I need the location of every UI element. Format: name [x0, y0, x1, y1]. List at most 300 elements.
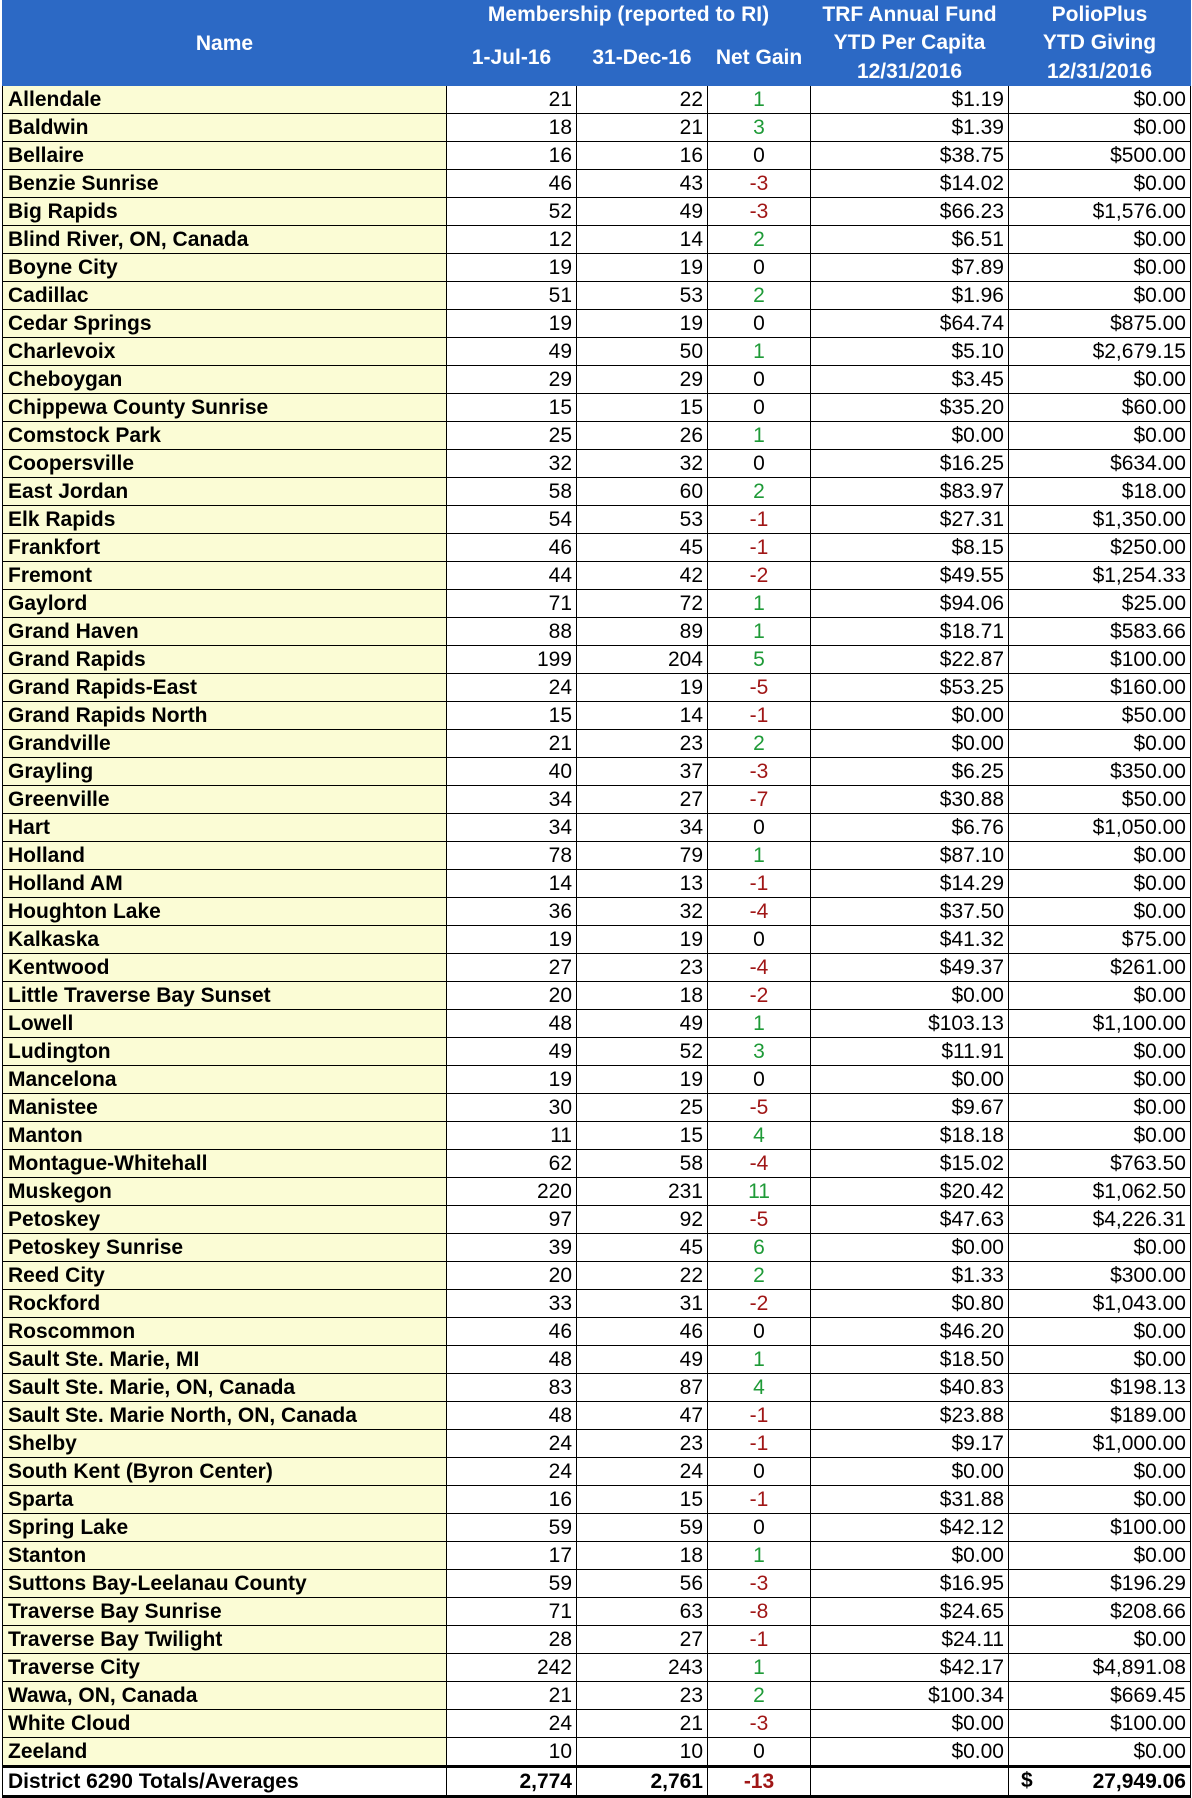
club-name: Houghton Lake: [3, 898, 447, 926]
membership-dec: 25: [577, 1094, 708, 1122]
membership-jul: 44: [447, 562, 577, 590]
club-name: Blind River, ON, Canada: [3, 226, 447, 254]
club-name: Charlevoix: [3, 338, 447, 366]
club-name: Traverse Bay Twilight: [3, 1626, 447, 1654]
membership-dec: 27: [577, 786, 708, 814]
polioplus-giving: $0.00: [1009, 282, 1191, 310]
trf-per-capita: $23.88: [811, 1402, 1009, 1430]
net-gain: -3: [708, 1710, 811, 1738]
membership-dec: 18: [577, 1542, 708, 1570]
polioplus-giving: $1,100.00: [1009, 1010, 1191, 1038]
net-gain: 0: [708, 394, 811, 422]
net-gain: 0: [708, 1318, 811, 1346]
trf-per-capita: $53.25: [811, 674, 1009, 702]
net-gain: 2: [708, 1682, 811, 1710]
table-row: [3, 562, 1191, 590]
table-row: [3, 1682, 1191, 1710]
club-name: Grand Rapids: [3, 646, 447, 674]
polioplus-giving: $300.00: [1009, 1262, 1191, 1290]
membership-dec: 53: [577, 282, 708, 310]
membership-dec: 59: [577, 1514, 708, 1542]
membership-jul: 29: [447, 366, 577, 394]
trf-per-capita: $16.25: [811, 450, 1009, 478]
membership-jul: 48: [447, 1346, 577, 1374]
club-name: Grand Rapids-East: [3, 674, 447, 702]
trf-per-capita: $14.02: [811, 170, 1009, 198]
polioplus-giving: $0.00: [1009, 1234, 1191, 1262]
polioplus-giving: $0.00: [1009, 226, 1191, 254]
membership-jul: 28: [447, 1626, 577, 1654]
membership-jul: 11: [447, 1122, 577, 1150]
trf-per-capita: $49.55: [811, 562, 1009, 590]
header-dec: 31-Dec-16: [577, 29, 708, 86]
trf-per-capita: $0.00: [811, 1710, 1009, 1738]
membership-dec: 42: [577, 562, 708, 590]
polioplus-giving: $75.00: [1009, 926, 1191, 954]
membership-dec: 60: [577, 478, 708, 506]
membership-jul: 17: [447, 1542, 577, 1570]
membership-jul: 18: [447, 114, 577, 142]
membership-dec: 15: [577, 1122, 708, 1150]
club-name: Manton: [3, 1122, 447, 1150]
polioplus-giving: $198.13: [1009, 1374, 1191, 1402]
trf-per-capita: $46.20: [811, 1318, 1009, 1346]
polioplus-giving: $25.00: [1009, 590, 1191, 618]
polioplus-giving: $0.00: [1009, 1066, 1191, 1094]
net-gain: 4: [708, 1122, 811, 1150]
totals-polio: [1009, 1767, 1191, 1797]
membership-dec: 22: [577, 1262, 708, 1290]
table-row: [3, 786, 1191, 814]
club-name: Traverse City: [3, 1654, 447, 1682]
membership-dec: 21: [577, 1710, 708, 1738]
membership-jul: 15: [447, 394, 577, 422]
trf-per-capita: $0.80: [811, 1290, 1009, 1318]
net-gain: 3: [708, 1038, 811, 1066]
trf-per-capita: $100.34: [811, 1682, 1009, 1710]
polioplus-giving: $18.00: [1009, 478, 1191, 506]
table-row: [3, 1458, 1191, 1486]
trf-per-capita: $11.91: [811, 1038, 1009, 1066]
membership-dec: 14: [577, 702, 708, 730]
table-row: [3, 814, 1191, 842]
trf-per-capita: $22.87: [811, 646, 1009, 674]
trf-per-capita: $103.13: [811, 1010, 1009, 1038]
club-name: Manistee: [3, 1094, 447, 1122]
membership-jul: 19: [447, 310, 577, 338]
membership-jul: 58: [447, 478, 577, 506]
net-gain: 1: [708, 86, 811, 114]
net-gain: -1: [708, 506, 811, 534]
trf-per-capita: $1.96: [811, 282, 1009, 310]
trf-per-capita: $83.97: [811, 478, 1009, 506]
membership-jul: 48: [447, 1010, 577, 1038]
membership-jul: 54: [447, 506, 577, 534]
polioplus-giving: $0.00: [1009, 254, 1191, 282]
membership-dec: 47: [577, 1402, 708, 1430]
club-name: Sault Ste. Marie North, ON, Canada: [3, 1402, 447, 1430]
club-name: Montague-Whitehall: [3, 1150, 447, 1178]
table-row: [3, 1542, 1191, 1570]
net-gain: -3: [708, 170, 811, 198]
net-gain: -4: [708, 1150, 811, 1178]
membership-jul: 78: [447, 842, 577, 870]
polioplus-giving: $250.00: [1009, 534, 1191, 562]
membership-dec: 19: [577, 310, 708, 338]
membership-dec: 19: [577, 254, 708, 282]
net-gain: 1: [708, 618, 811, 646]
membership-jul: 34: [447, 786, 577, 814]
table-row: [3, 1262, 1191, 1290]
club-name: Chippewa County Sunrise: [3, 394, 447, 422]
membership-jul: 27: [447, 954, 577, 982]
membership-jul: 24: [447, 674, 577, 702]
membership-dec: 45: [577, 534, 708, 562]
trf-per-capita: $0.00: [811, 1234, 1009, 1262]
membership-jul: 19: [447, 926, 577, 954]
net-gain: 6: [708, 1234, 811, 1262]
net-gain: 0: [708, 310, 811, 338]
membership-jul: 40: [447, 758, 577, 786]
header-trf-line2: YTD Per Capita: [811, 29, 1009, 57]
membership-jul: 49: [447, 338, 577, 366]
polioplus-giving: $189.00: [1009, 1402, 1191, 1430]
membership-jul: 199: [447, 646, 577, 674]
trf-per-capita: $0.00: [811, 1066, 1009, 1094]
club-name: Stanton: [3, 1542, 447, 1570]
membership-jul: 14: [447, 870, 577, 898]
polioplus-giving: $100.00: [1009, 1710, 1191, 1738]
club-name: Petoskey: [3, 1206, 447, 1234]
membership-dec: 52: [577, 1038, 708, 1066]
net-gain: -1: [708, 870, 811, 898]
net-gain: -3: [708, 198, 811, 226]
table-row: [3, 1010, 1191, 1038]
totals-trf: [811, 1767, 1009, 1797]
polioplus-giving: $160.00: [1009, 674, 1191, 702]
membership-dec: 23: [577, 730, 708, 758]
table-row: [3, 394, 1191, 422]
membership-jul: 24: [447, 1710, 577, 1738]
trf-per-capita: $42.17: [811, 1654, 1009, 1682]
net-gain: 2: [708, 226, 811, 254]
net-gain: 3: [708, 114, 811, 142]
polioplus-giving: $0.00: [1009, 170, 1191, 198]
table-header: [3, 1, 1191, 86]
table-row: [3, 1346, 1191, 1374]
header-trf-line3: 12/31/2016: [811, 57, 1009, 86]
polioplus-giving: $0.00: [1009, 1346, 1191, 1374]
table-row: [3, 1486, 1191, 1514]
membership-jul: 25: [447, 422, 577, 450]
table-row: [3, 310, 1191, 338]
membership-dec: 49: [577, 198, 708, 226]
net-gain: -1: [708, 1430, 811, 1458]
membership-jul: 52: [447, 198, 577, 226]
polioplus-giving: $350.00: [1009, 758, 1191, 786]
net-gain: 0: [708, 450, 811, 478]
table-row: [3, 1570, 1191, 1598]
net-gain: 2: [708, 282, 811, 310]
club-name: Bellaire: [3, 142, 447, 170]
totals-section: [3, 1767, 1191, 1797]
table-row: [3, 1374, 1191, 1402]
club-name: Wawa, ON, Canada: [3, 1682, 447, 1710]
polioplus-giving: $0.00: [1009, 1486, 1191, 1514]
totals-row: [3, 1767, 1191, 1797]
table-row: [3, 1066, 1191, 1094]
club-name: White Cloud: [3, 1710, 447, 1738]
club-name: Cedar Springs: [3, 310, 447, 338]
header-name: Name: [3, 1, 447, 86]
club-name: Ludington: [3, 1038, 447, 1066]
club-name: Sault Ste. Marie, MI: [3, 1346, 447, 1374]
trf-per-capita: $16.95: [811, 1570, 1009, 1598]
membership-dec: 243: [577, 1654, 708, 1682]
polioplus-giving: $1,000.00: [1009, 1430, 1191, 1458]
trf-per-capita: $40.83: [811, 1374, 1009, 1402]
membership-jul: 71: [447, 590, 577, 618]
net-gain: 1: [708, 1346, 811, 1374]
table-row: [3, 842, 1191, 870]
net-gain: 0: [708, 254, 811, 282]
table-row: [3, 114, 1191, 142]
polioplus-giving: $4,226.31: [1009, 1206, 1191, 1234]
table-row: [3, 198, 1191, 226]
trf-per-capita: $87.10: [811, 842, 1009, 870]
membership-dec: 46: [577, 1318, 708, 1346]
table-row: [3, 1710, 1191, 1738]
table-row: [3, 1514, 1191, 1542]
table-row: [3, 646, 1191, 674]
net-gain: 2: [708, 478, 811, 506]
club-name: Grand Rapids North: [3, 702, 447, 730]
membership-jul: 83: [447, 1374, 577, 1402]
net-gain: -2: [708, 982, 811, 1010]
table-row: [3, 1430, 1191, 1458]
table-row: [3, 702, 1191, 730]
polioplus-giving: $2,679.15: [1009, 338, 1191, 366]
net-gain: 1: [708, 1010, 811, 1038]
membership-dec: 53: [577, 506, 708, 534]
membership-jul: 46: [447, 1318, 577, 1346]
header-polio-line3: 12/31/2016: [1009, 57, 1191, 86]
club-name: Comstock Park: [3, 422, 447, 450]
membership-dec: 31: [577, 1290, 708, 1318]
totals-net-gain: -13: [708, 1767, 811, 1797]
membership-dec: 63: [577, 1598, 708, 1626]
membership-dec: 23: [577, 1682, 708, 1710]
net-gain: -3: [708, 1570, 811, 1598]
club-name: Suttons Bay-Leelanau County: [3, 1570, 447, 1598]
club-name: Gaylord: [3, 590, 447, 618]
trf-per-capita: $0.00: [811, 1542, 1009, 1570]
net-gain: -4: [708, 954, 811, 982]
membership-dec: 49: [577, 1346, 708, 1374]
trf-per-capita: $47.63: [811, 1206, 1009, 1234]
club-name: Holland AM: [3, 870, 447, 898]
membership-jul: 62: [447, 1150, 577, 1178]
net-gain: 5: [708, 646, 811, 674]
club-name: Elk Rapids: [3, 506, 447, 534]
polioplus-giving: $60.00: [1009, 394, 1191, 422]
trf-per-capita: $1.39: [811, 114, 1009, 142]
membership-jul: 32: [447, 450, 577, 478]
membership-jul: 88: [447, 618, 577, 646]
table-row: [3, 954, 1191, 982]
table-row: [3, 1626, 1191, 1654]
club-name: Grandville: [3, 730, 447, 758]
table-row: [3, 226, 1191, 254]
net-gain: -2: [708, 562, 811, 590]
net-gain: -1: [708, 1626, 811, 1654]
polioplus-giving: $261.00: [1009, 954, 1191, 982]
polioplus-giving: $1,350.00: [1009, 506, 1191, 534]
table-body: [3, 86, 1191, 1767]
club-name: Petoskey Sunrise: [3, 1234, 447, 1262]
polioplus-giving: $50.00: [1009, 702, 1191, 730]
table-row: [3, 1122, 1191, 1150]
membership-dec: 87: [577, 1374, 708, 1402]
trf-per-capita: $0.00: [811, 702, 1009, 730]
table-row: [3, 338, 1191, 366]
table-row: [3, 1598, 1191, 1626]
trf-per-capita: $31.88: [811, 1486, 1009, 1514]
polioplus-giving: $0.00: [1009, 86, 1191, 114]
membership-dec: 72: [577, 590, 708, 618]
club-name: Hart: [3, 814, 447, 842]
trf-per-capita: $1.33: [811, 1262, 1009, 1290]
net-gain: 2: [708, 730, 811, 758]
table-row: [3, 1206, 1191, 1234]
header-membership-group: Membership (reported to RI): [447, 1, 811, 29]
trf-per-capita: $6.25: [811, 758, 1009, 786]
net-gain: 1: [708, 338, 811, 366]
trf-per-capita: $64.74: [811, 310, 1009, 338]
table-row: [3, 870, 1191, 898]
membership-jul: 46: [447, 170, 577, 198]
polioplus-giving: $0.00: [1009, 842, 1191, 870]
club-name: Coopersville: [3, 450, 447, 478]
trf-per-capita: $66.23: [811, 198, 1009, 226]
membership-jul: 20: [447, 982, 577, 1010]
membership-dec: 22: [577, 86, 708, 114]
membership-dec: 89: [577, 618, 708, 646]
trf-per-capita: $0.00: [811, 730, 1009, 758]
club-name: Greenville: [3, 786, 447, 814]
polioplus-giving: $0.00: [1009, 1626, 1191, 1654]
membership-jul: 34: [447, 814, 577, 842]
membership-dec: 18: [577, 982, 708, 1010]
membership-jul: 33: [447, 1290, 577, 1318]
trf-per-capita: $0.00: [811, 982, 1009, 1010]
header-trf-line1: TRF Annual Fund: [811, 1, 1009, 29]
trf-per-capita: $27.31: [811, 506, 1009, 534]
polioplus-giving: $0.00: [1009, 898, 1191, 926]
membership-jul: 21: [447, 1682, 577, 1710]
club-name: Reed City: [3, 1262, 447, 1290]
polioplus-giving: $1,254.33: [1009, 562, 1191, 590]
totals-polio-value: 27,949.06: [1092, 1769, 1186, 1793]
table-row: [3, 366, 1191, 394]
membership-dec: 23: [577, 954, 708, 982]
polioplus-giving: $875.00: [1009, 310, 1191, 338]
polioplus-giving: $583.66: [1009, 618, 1191, 646]
club-name: Lowell: [3, 1010, 447, 1038]
table-row: [3, 282, 1191, 310]
polioplus-giving: $1,050.00: [1009, 814, 1191, 842]
net-gain: 2: [708, 1262, 811, 1290]
trf-per-capita: $6.51: [811, 226, 1009, 254]
trf-per-capita: $24.11: [811, 1626, 1009, 1654]
net-gain: 11: [708, 1178, 811, 1206]
totals-label: District 6290 Totals/Averages: [3, 1767, 447, 1797]
membership-jul: 59: [447, 1514, 577, 1542]
membership-jul: 242: [447, 1654, 577, 1682]
table-row: [3, 926, 1191, 954]
membership-dec: 16: [577, 142, 708, 170]
net-gain: 0: [708, 1458, 811, 1486]
table-row: [3, 1738, 1191, 1767]
polioplus-giving: $0.00: [1009, 1318, 1191, 1346]
membership-jul: 97: [447, 1206, 577, 1234]
membership-jul: 15: [447, 702, 577, 730]
membership-jul: 10: [447, 1738, 577, 1767]
trf-per-capita: $6.76: [811, 814, 1009, 842]
header-polio-line2: YTD Giving: [1009, 29, 1191, 57]
header-net-gain: Net Gain: [708, 29, 811, 86]
trf-per-capita: $9.67: [811, 1094, 1009, 1122]
polioplus-giving: $0.00: [1009, 1458, 1191, 1486]
table-row: [3, 142, 1191, 170]
net-gain: 1: [708, 1654, 811, 1682]
net-gain: 0: [708, 366, 811, 394]
table-row: [3, 1318, 1191, 1346]
polioplus-giving: $500.00: [1009, 142, 1191, 170]
membership-dec: 92: [577, 1206, 708, 1234]
club-name: Kentwood: [3, 954, 447, 982]
polioplus-giving: $0.00: [1009, 422, 1191, 450]
trf-per-capita: $49.37: [811, 954, 1009, 982]
trf-per-capita: $18.50: [811, 1346, 1009, 1374]
trf-per-capita: $14.29: [811, 870, 1009, 898]
trf-per-capita: $94.06: [811, 590, 1009, 618]
polioplus-giving: $0.00: [1009, 1542, 1191, 1570]
membership-dec: 49: [577, 1010, 708, 1038]
table-row: [3, 478, 1191, 506]
table-row: [3, 1178, 1191, 1206]
totals-dec: 2,761: [577, 1767, 708, 1797]
net-gain: 4: [708, 1374, 811, 1402]
membership-jul: 36: [447, 898, 577, 926]
membership-jul: 220: [447, 1178, 577, 1206]
membership-dec: 26: [577, 422, 708, 450]
membership-jul: 19: [447, 1066, 577, 1094]
membership-jul: 59: [447, 1570, 577, 1598]
membership-dec: 34: [577, 814, 708, 842]
membership-dec: 23: [577, 1430, 708, 1458]
polioplus-giving: $208.66: [1009, 1598, 1191, 1626]
polioplus-giving: $669.45: [1009, 1682, 1191, 1710]
trf-per-capita: $30.88: [811, 786, 1009, 814]
table-row: [3, 1234, 1191, 1262]
net-gain: -5: [708, 1206, 811, 1234]
club-name: Kalkaska: [3, 926, 447, 954]
table-row: [3, 1654, 1191, 1682]
report-table: [2, 0, 1191, 1798]
trf-per-capita: $8.15: [811, 534, 1009, 562]
table-row: [3, 1290, 1191, 1318]
